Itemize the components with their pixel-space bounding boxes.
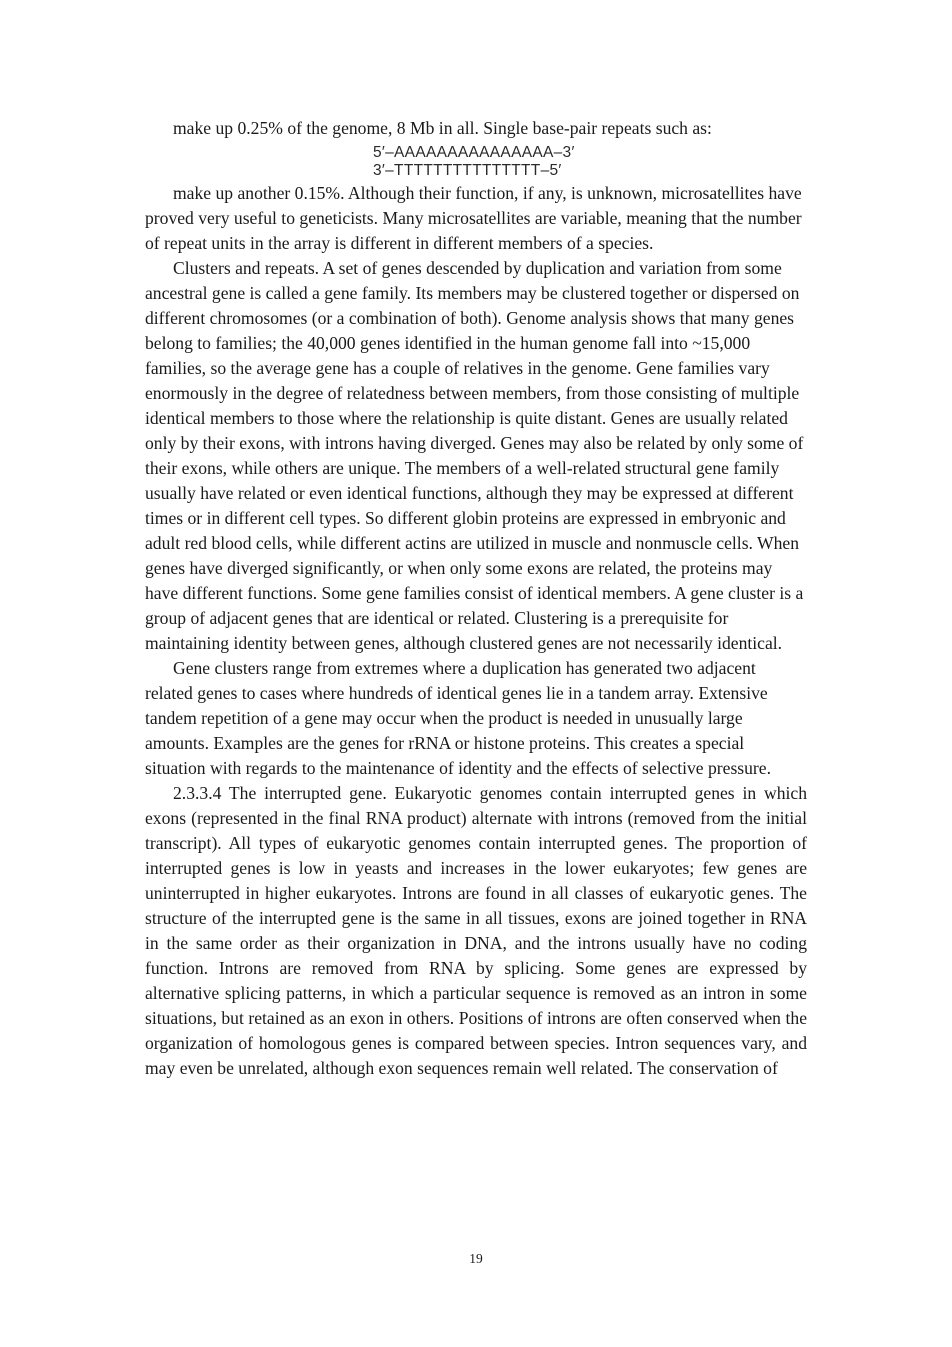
paragraph-interrupted-gene: 2.3.3.4 The interrupted gene. Eukaryotic genomes contain interrupted genes in which exons (represented in the final RNA product) alternate with introns (removed from the initial transcript). All types of eukaryotic genomes contain interrupted genes. The proportion of interrupted genes is low in yeasts and increases in the lower eukaryotes; few genes are uninterrupted in higher eukaryotes. Introns are found in all classes of eukaryotic genes. The structure of the interrupted gene is the same in all tissues, exons are joined together in RNA in the same order as their organization in DNA, and the introns usually have no coding function. Introns are removed from RNA by splicing. Some genes are expressed by alternative splicing patterns, in which a particular sequence is removed as an intron in some situations, but retained as an exon in others. Positions of introns are often conserved when the organization of homologous genes is compared between species. Intron sequences vary, and may even be unrelated, although exon sequences remain well related. The conservation of bbox=[145, 783, 807, 1078]
sequence-line-top: 5′–AAAAAAAAAAAAAAA–3′ bbox=[373, 144, 575, 161]
paragraph-intro: make up 0.25% of the genome, 8 Mb in all. Single base-pair repeats such as: bbox=[173, 118, 712, 138]
dna-sequence-block bbox=[145, 144, 807, 180]
paragraph-gene-clusters: Gene clusters range from extremes where a duplication has generated two adjacent related genes to cases where hundreds of identical genes lie in a tandem array. Extensive tandem repetition of a gene may occur when the product is needed in unusually large amounts. Examples are the genes for rRNA or histone proteins. This creates a special situation with regards to the maintenance of identity and the effects of selective pressure. bbox=[145, 658, 771, 778]
paragraph-microsatellites: make up another 0.15%. Although their function, if any, is unknown, microsatellites have proved very useful to geneticists. Many microsatellites are variable, meaning that the number of repeat units in the array is different in different members of a species. bbox=[145, 183, 802, 253]
paragraph-clusters-and-repeats: Clusters and repeats. A set of genes descended by duplication and variation from some ancestral gene is called a gene family. Its members may be clustered together or dispersed on different chromosomes (or a combination of both). Genome analysis shows that many genes belong to families; the 40,000 genes identified in the human genome fall into ~15,000 families, so the average gene has a couple of relatives in the genome. Gene families vary enormously in the degree of relatedness between members, from those consisting of multiple identical members to those where the relationship is quite distant. Genes are usually related only by their exons, with introns having diverged. Genes may also be related by only some of their exons, while others are unique. The members of a well-related structural gene family usually have related or even identical functions, although they may be expressed at different times or in different cell types. So different globin proteins are expressed in embryonic and adult red blood cells, while different actins are utilized in muscle and nonmuscle cells. When genes have diverged significantly, or when only some exons are related, the proteins may have different functions. Some gene families consist of identical members. A gene cluster is a group of adjacent genes that are identical or related. Clustering is a prerequisite for maintaining identity between genes, although clustered genes are not necessarily identical. bbox=[145, 258, 804, 653]
sequence-line-bottom: 3′–TTTTTTTTTTTTTTT–5′ bbox=[373, 162, 562, 179]
page-content bbox=[145, 116, 807, 1081]
page-number: 19 bbox=[469, 1251, 483, 1266]
